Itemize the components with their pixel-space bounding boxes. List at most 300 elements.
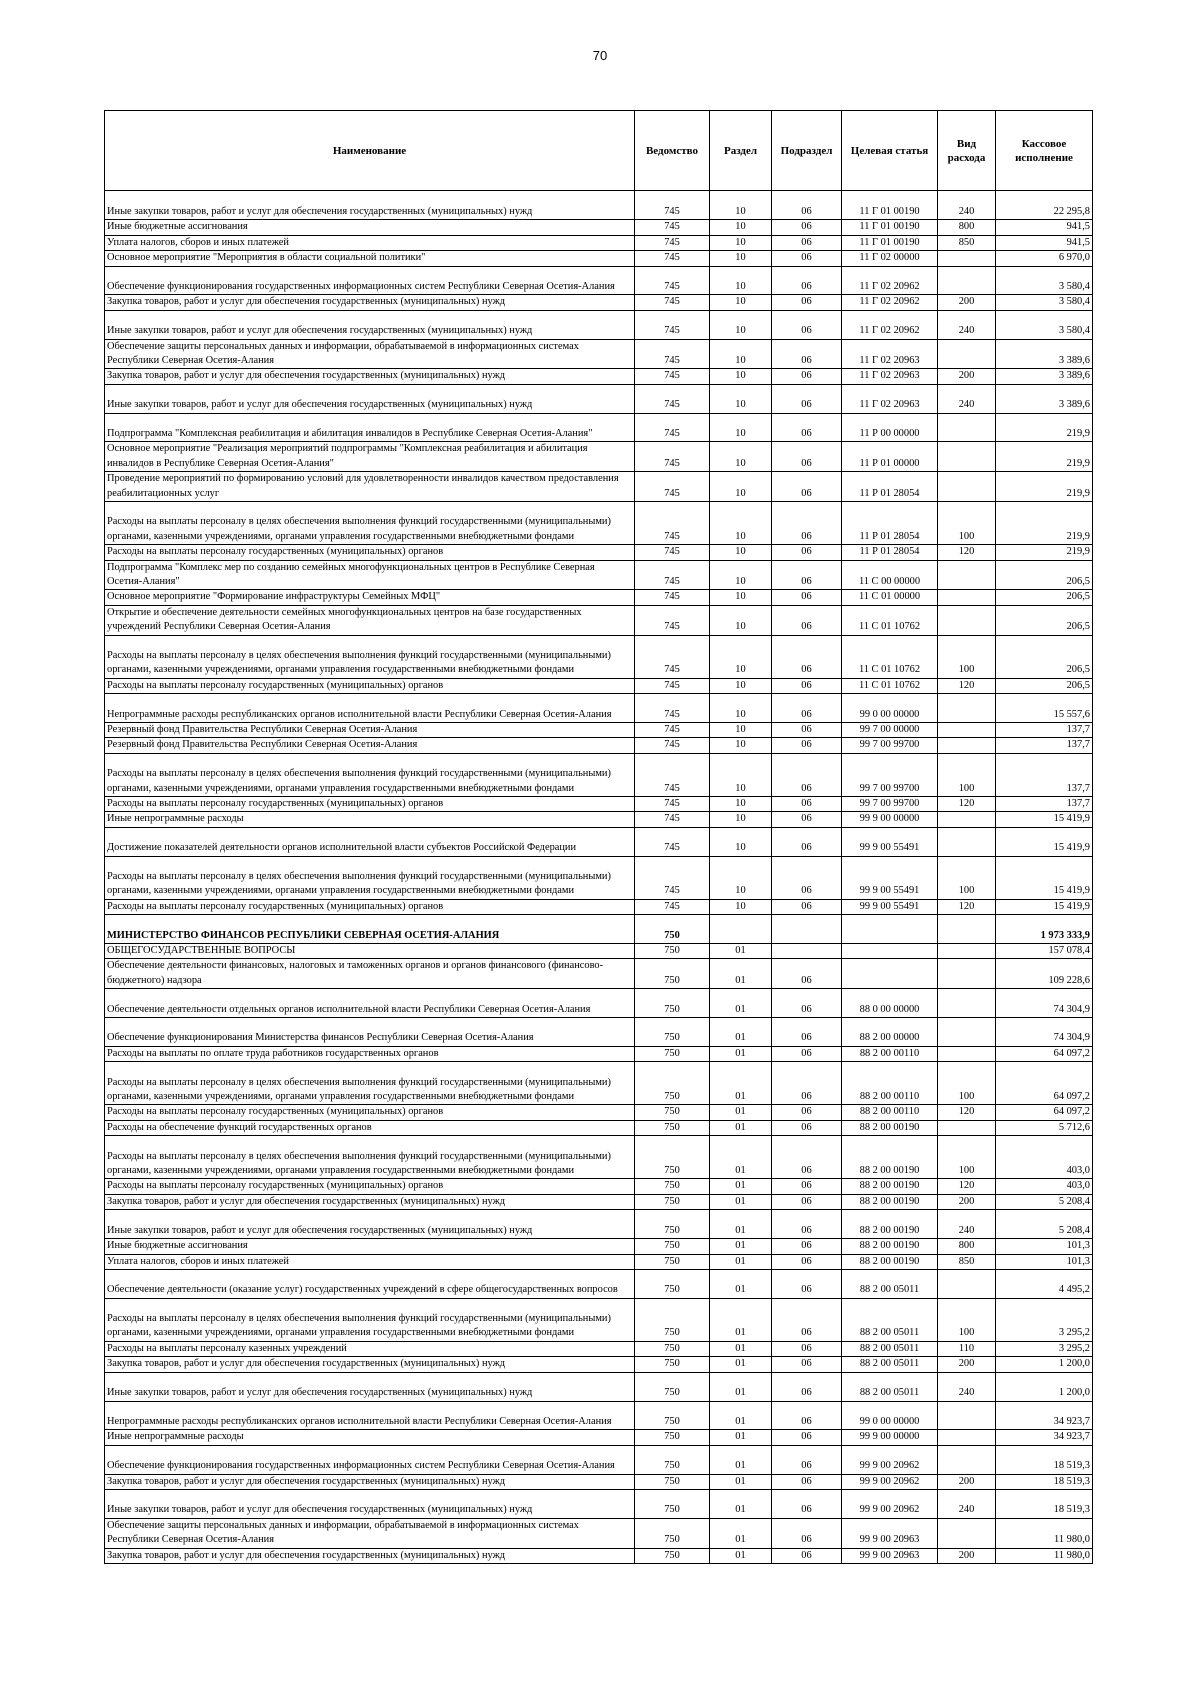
row-podrazdel: 06 [772, 812, 842, 827]
row-name: Расходы на выплаты персоналу в целях обеспечения выполнения функций государственными (муниципальными) органами, казенными учреждениями, органами управления государственными внебюджетными фондами [105, 1062, 635, 1105]
row-vedomstvo: 745 [635, 827, 710, 856]
row-kassovoe-ispolnenie: 1 200,0 [996, 1372, 1093, 1401]
table-row [105, 1489, 1093, 1518]
row-vedomstvo: 745 [635, 220, 710, 235]
row-celevaya-statya: 88 2 00 05011 [842, 1372, 938, 1401]
table-row [105, 694, 1093, 723]
row-kassovoe-ispolnenie: 4 495,2 [996, 1269, 1093, 1298]
row-vedomstvo: 745 [635, 413, 710, 442]
row-razdel: 01 [710, 1062, 772, 1105]
row-kassovoe-ispolnenie: 64 097,2 [996, 1105, 1093, 1120]
row-kassovoe-ispolnenie: 941,5 [996, 235, 1093, 250]
row-kassovoe-ispolnenie: 15 557,6 [996, 694, 1093, 723]
row-podrazdel: 06 [772, 1357, 842, 1372]
row-vedomstvo: 750 [635, 1298, 710, 1341]
row-name: Расходы на выплаты персоналу государственных (муниципальных) органов [105, 545, 635, 560]
row-vid-rashoda [938, 1518, 996, 1548]
row-vedomstvo: 745 [635, 384, 710, 413]
row-celevaya-statya: 11 Г 02 20963 [842, 339, 938, 369]
header-razdel: Раздел [710, 111, 772, 191]
row-vedomstvo: 745 [635, 235, 710, 250]
row-kassovoe-ispolnenie: 109 228,6 [996, 959, 1093, 989]
row-celevaya-statya: 88 2 00 00190 [842, 1179, 938, 1194]
row-razdel: 10 [710, 678, 772, 693]
row-vedomstvo: 745 [635, 678, 710, 693]
table-row [105, 1269, 1093, 1298]
table-row [105, 1179, 1093, 1194]
table-row [105, 1239, 1093, 1254]
row-vedomstvo: 750 [635, 1430, 710, 1445]
row-vedomstvo: 750 [635, 1518, 710, 1548]
row-celevaya-statya: 11 Р 00 00000 [842, 413, 938, 442]
row-celevaya-statya: 99 7 00 99700 [842, 738, 938, 753]
row-razdel: 10 [710, 369, 772, 384]
row-razdel: 01 [710, 944, 772, 959]
row-celevaya-statya [842, 959, 938, 989]
row-kassovoe-ispolnenie: 206,5 [996, 590, 1093, 605]
row-podrazdel [772, 944, 842, 959]
row-kassovoe-ispolnenie: 101,3 [996, 1254, 1093, 1269]
row-vid-rashoda: 100 [938, 753, 996, 796]
row-vedomstvo: 745 [635, 605, 710, 635]
row-celevaya-statya: 88 2 00 05011 [842, 1357, 938, 1372]
table-row [105, 944, 1093, 959]
row-kassovoe-ispolnenie: 3 295,2 [996, 1298, 1093, 1341]
row-celevaya-statya: 88 2 00 00110 [842, 1105, 938, 1120]
row-celevaya-statya: 99 9 00 20963 [842, 1518, 938, 1548]
row-celevaya-statya: 11 Г 02 00000 [842, 251, 938, 266]
row-vedomstvo: 750 [635, 1105, 710, 1120]
row-vid-rashoda [938, 339, 996, 369]
row-vedomstvo: 750 [635, 1269, 710, 1298]
budget-table [104, 110, 1093, 1564]
row-razdel: 10 [710, 797, 772, 812]
row-name: Иные непрограммные расходы [105, 812, 635, 827]
header-name: Наименование [105, 111, 635, 191]
table-row [105, 1372, 1093, 1401]
row-razdel: 01 [710, 1341, 772, 1356]
row-razdel: 10 [710, 545, 772, 560]
row-vid-rashoda [938, 605, 996, 635]
row-vedomstvo: 750 [635, 1401, 710, 1430]
table-row [105, 310, 1093, 339]
row-podrazdel: 06 [772, 369, 842, 384]
table-row [105, 1518, 1093, 1548]
table-row [105, 1357, 1093, 1372]
row-name: Расходы на выплаты по оплате труда работников государственных органов [105, 1046, 635, 1061]
row-name: Уплата налогов, сборов и иных платежей [105, 235, 635, 250]
row-vedomstvo: 750 [635, 1548, 710, 1563]
row-razdel: 01 [710, 1046, 772, 1061]
row-razdel: 01 [710, 1445, 772, 1474]
row-podrazdel: 06 [772, 442, 842, 472]
row-vid-rashoda: 850 [938, 235, 996, 250]
row-name: Расходы на выплаты персоналу в целях обеспечения выполнения функций государственными (муниципальными) органами, казенными учреждениями, органами управления государственными внебюджетными фондами [105, 1298, 635, 1341]
row-kassovoe-ispolnenie: 18 519,3 [996, 1489, 1093, 1518]
row-vedomstvo: 750 [635, 959, 710, 989]
row-celevaya-statya: 99 9 00 00000 [842, 1430, 938, 1445]
row-podrazdel: 06 [772, 1046, 842, 1061]
row-razdel: 01 [710, 1489, 772, 1518]
row-razdel: 10 [710, 753, 772, 796]
row-vid-rashoda [938, 413, 996, 442]
table-row [105, 235, 1093, 250]
row-vedomstvo: 750 [635, 1179, 710, 1194]
table-row [105, 369, 1093, 384]
row-celevaya-statya: 11 С 01 10762 [842, 678, 938, 693]
row-vedomstvo: 750 [635, 1062, 710, 1105]
row-vedomstvo: 745 [635, 753, 710, 796]
row-podrazdel: 06 [772, 1062, 842, 1105]
row-razdel: 10 [710, 472, 772, 502]
row-name: Уплата налогов, сборов и иных платежей [105, 1254, 635, 1269]
row-vedomstvo: 745 [635, 694, 710, 723]
table-row [105, 797, 1093, 812]
row-celevaya-statya: 99 9 00 20962 [842, 1474, 938, 1489]
row-razdel: 10 [710, 635, 772, 678]
row-celevaya-statya: 99 0 00 00000 [842, 1401, 938, 1430]
row-podrazdel: 06 [772, 545, 842, 560]
row-razdel: 01 [710, 1372, 772, 1401]
row-kassovoe-ispolnenie: 137,7 [996, 738, 1093, 753]
row-vid-rashoda: 100 [938, 1298, 996, 1341]
row-vid-rashoda [938, 251, 996, 266]
row-kassovoe-ispolnenie: 137,7 [996, 797, 1093, 812]
row-vedomstvo: 750 [635, 1357, 710, 1372]
row-vid-rashoda: 120 [938, 545, 996, 560]
row-kassovoe-ispolnenie: 74 304,9 [996, 1018, 1093, 1047]
row-celevaya-statya: 99 9 00 20963 [842, 1548, 938, 1563]
row-vid-rashoda [938, 723, 996, 738]
row-vedomstvo: 750 [635, 1120, 710, 1135]
row-celevaya-statya: 99 9 00 20962 [842, 1489, 938, 1518]
row-vedomstvo: 750 [635, 1489, 710, 1518]
row-razdel: 10 [710, 856, 772, 899]
row-celevaya-statya: 11 Г 02 20963 [842, 369, 938, 384]
row-vedomstvo: 745 [635, 812, 710, 827]
table-row [105, 590, 1093, 605]
row-celevaya-statya: 11 С 01 10762 [842, 635, 938, 678]
table-row [105, 220, 1093, 235]
row-podrazdel: 06 [772, 310, 842, 339]
row-celevaya-statya: 11 Г 02 20962 [842, 266, 938, 295]
row-vid-rashoda: 240 [938, 1372, 996, 1401]
row-kassovoe-ispolnenie: 206,5 [996, 678, 1093, 693]
row-podrazdel: 06 [772, 959, 842, 989]
row-razdel: 10 [710, 205, 772, 220]
row-vedomstvo: 750 [635, 1239, 710, 1254]
row-name: Подпрограмма "Комплексная реабилитация и абилитация инвалидов в Республике Северная Осетия-Алания" [105, 413, 635, 442]
row-vedomstvo: 750 [635, 1445, 710, 1474]
row-celevaya-statya: 88 2 00 00190 [842, 1120, 938, 1135]
table-row [105, 560, 1093, 590]
row-razdel: 10 [710, 220, 772, 235]
row-celevaya-statya: 88 2 00 05011 [842, 1341, 938, 1356]
table-row [105, 1254, 1093, 1269]
row-name: Закупка товаров, работ и услуг для обеспечения государственных (муниципальных) нужд [105, 1357, 635, 1372]
row-name: Расходы на выплаты персоналу в целях обеспечения выполнения функций государственными (муниципальными) органами, казенными учреждениями, органами управления государственными внебюджетными фондами [105, 753, 635, 796]
header-vid-rashoda: Вид расхода [938, 111, 996, 191]
row-name: Иные бюджетные ассигнования [105, 1239, 635, 1254]
row-vid-rashoda [938, 590, 996, 605]
row-razdel: 01 [710, 1210, 772, 1239]
table-row [105, 723, 1093, 738]
table-row [105, 738, 1093, 753]
row-name: Непрограммные расходы республиканских органов исполнительной власти Республики Северная Осетия-Алания [105, 1401, 635, 1430]
row-vid-rashoda: 100 [938, 1062, 996, 1105]
row-podrazdel: 06 [772, 1474, 842, 1489]
row-podrazdel: 06 [772, 1194, 842, 1209]
row-vid-rashoda: 120 [938, 1179, 996, 1194]
row-name: Иные непрограммные расходы [105, 1430, 635, 1445]
row-podrazdel: 06 [772, 989, 842, 1018]
row-vedomstvo: 750 [635, 1254, 710, 1269]
row-kassovoe-ispolnenie: 1 973 333,9 [996, 915, 1093, 944]
row-kassovoe-ispolnenie: 18 519,3 [996, 1474, 1093, 1489]
row-podrazdel: 06 [772, 251, 842, 266]
row-kassovoe-ispolnenie: 5 208,4 [996, 1210, 1093, 1239]
row-vedomstvo: 745 [635, 295, 710, 310]
row-kassovoe-ispolnenie: 34 923,7 [996, 1401, 1093, 1430]
row-podrazdel: 06 [772, 1239, 842, 1254]
row-vid-rashoda: 200 [938, 1357, 996, 1372]
row-name: МИНИСТЕРСТВО ФИНАНСОВ РЕСПУБЛИКИ СЕВЕРНАЯ ОСЕТИЯ-АЛАНИЯ [105, 915, 635, 944]
row-razdel: 10 [710, 266, 772, 295]
row-vid-rashoda: 200 [938, 1548, 996, 1563]
row-podrazdel: 06 [772, 384, 842, 413]
row-kassovoe-ispolnenie: 137,7 [996, 753, 1093, 796]
row-name: Иные закупки товаров, работ и услуг для обеспечения государственных (муниципальных) нужд [105, 205, 635, 220]
row-kassovoe-ispolnenie: 206,5 [996, 605, 1093, 635]
row-name: Закупка товаров, работ и услуг для обеспечения государственных (муниципальных) нужд [105, 295, 635, 310]
table-row [105, 1298, 1093, 1341]
row-name: ОБЩЕГОСУДАРСТВЕННЫЕ ВОПРОСЫ [105, 944, 635, 959]
row-kassovoe-ispolnenie: 403,0 [996, 1136, 1093, 1179]
table-row [105, 295, 1093, 310]
row-kassovoe-ispolnenie: 3 389,6 [996, 369, 1093, 384]
row-podrazdel: 06 [772, 1341, 842, 1356]
row-razdel: 01 [710, 1401, 772, 1430]
row-celevaya-statya: 99 0 00 00000 [842, 694, 938, 723]
row-vedomstvo: 750 [635, 1194, 710, 1209]
row-name: Основное мероприятие "Формирование инфраструктуры Семейных МФЦ" [105, 590, 635, 605]
row-razdel: 10 [710, 560, 772, 590]
table-row [105, 1018, 1093, 1047]
table-row [105, 442, 1093, 472]
row-kassovoe-ispolnenie: 34 923,7 [996, 1430, 1093, 1445]
row-vedomstvo: 750 [635, 1474, 710, 1489]
row-podrazdel: 06 [772, 753, 842, 796]
row-kassovoe-ispolnenie: 22 295,8 [996, 205, 1093, 220]
row-vid-rashoda [938, 827, 996, 856]
row-vedomstvo: 750 [635, 1372, 710, 1401]
row-celevaya-statya [842, 915, 938, 944]
row-kassovoe-ispolnenie: 15 419,9 [996, 812, 1093, 827]
row-name: Иные закупки товаров, работ и услуг для обеспечения государственных (муниципальных) нужд [105, 1210, 635, 1239]
row-name: Непрограммные расходы республиканских органов исполнительной власти Республики Северная Осетия-Алания [105, 694, 635, 723]
row-podrazdel: 06 [772, 1548, 842, 1563]
row-vedomstvo: 745 [635, 856, 710, 899]
row-vid-rashoda [938, 1120, 996, 1135]
table-row [105, 899, 1093, 914]
table-row [105, 472, 1093, 502]
row-name: Иные закупки товаров, работ и услуг для обеспечения государственных (муниципальных) нужд [105, 310, 635, 339]
row-razdel: 10 [710, 442, 772, 472]
row-name: Закупка товаров, работ и услуг для обеспечения государственных (муниципальных) нужд [105, 1548, 635, 1563]
row-celevaya-statya: 88 2 00 00110 [842, 1046, 938, 1061]
row-vid-rashoda: 120 [938, 899, 996, 914]
table-row [105, 1046, 1093, 1061]
row-podrazdel: 06 [772, 1136, 842, 1179]
row-podrazdel: 06 [772, 1018, 842, 1047]
row-podrazdel: 06 [772, 856, 842, 899]
row-name: Иные бюджетные ассигнования [105, 220, 635, 235]
row-podrazdel: 06 [772, 1210, 842, 1239]
row-vedomstvo: 750 [635, 1341, 710, 1356]
row-podrazdel: 06 [772, 678, 842, 693]
row-name: Иные закупки товаров, работ и услуг для обеспечения государственных (муниципальных) нужд [105, 1372, 635, 1401]
row-name: Обеспечение защиты персональных данных и информации, обрабатываемой в информационных системах Республики Северная Осетия-Алания [105, 339, 635, 369]
row-razdel: 10 [710, 590, 772, 605]
row-razdel: 10 [710, 812, 772, 827]
row-vedomstvo: 750 [635, 1210, 710, 1239]
row-vedomstvo: 745 [635, 251, 710, 266]
table-row [105, 413, 1093, 442]
row-celevaya-statya: 11 Г 02 20962 [842, 310, 938, 339]
row-podrazdel: 06 [772, 694, 842, 723]
row-vid-rashoda: 240 [938, 1489, 996, 1518]
row-celevaya-statya: 88 2 00 00000 [842, 1018, 938, 1047]
row-vid-rashoda [938, 1269, 996, 1298]
row-razdel: 01 [710, 1194, 772, 1209]
row-razdel: 01 [710, 1018, 772, 1047]
table-row [105, 827, 1093, 856]
row-celevaya-statya: 11 Р 01 00000 [842, 442, 938, 472]
row-name: Расходы на выплаты персоналу казенных учреждений [105, 1341, 635, 1356]
row-vedomstvo: 745 [635, 369, 710, 384]
table-row [105, 989, 1093, 1018]
row-kassovoe-ispolnenie: 11 980,0 [996, 1518, 1093, 1548]
row-vedomstvo: 745 [635, 502, 710, 545]
table-row [105, 339, 1093, 369]
row-name: Закупка товаров, работ и услуг для обеспечения государственных (муниципальных) нужд [105, 1474, 635, 1489]
table-row [105, 1430, 1093, 1445]
row-kassovoe-ispolnenie: 219,9 [996, 502, 1093, 545]
row-podrazdel: 06 [772, 1401, 842, 1430]
row-name: Обеспечение деятельности отдельных органов исполнительной власти Республики Северная Осетия-Алания [105, 989, 635, 1018]
row-razdel: 01 [710, 1518, 772, 1548]
row-podrazdel: 06 [772, 1518, 842, 1548]
row-podrazdel [772, 915, 842, 944]
row-kassovoe-ispolnenie: 64 097,2 [996, 1062, 1093, 1105]
row-vedomstvo: 745 [635, 472, 710, 502]
row-name: Расходы на выплаты персоналу государственных (муниципальных) органов [105, 678, 635, 693]
table-row [105, 605, 1093, 635]
row-name: Расходы на выплаты персоналу в целях обеспечения выполнения функций государственными (муниципальными) органами, казенными учреждениями, органами управления государственными внебюджетными фондами [105, 1136, 635, 1179]
row-celevaya-statya: 99 7 00 00000 [842, 723, 938, 738]
table-row [105, 384, 1093, 413]
row-vid-rashoda [938, 1430, 996, 1445]
row-razdel: 01 [710, 1430, 772, 1445]
row-vedomstvo: 745 [635, 590, 710, 605]
table-row [105, 915, 1093, 944]
row-name: Расходы на выплаты персоналу в целях обеспечения выполнения функций государственными (муниципальными) органами, казенными учреждениями, органами управления государственными внебюджетными фондами [105, 502, 635, 545]
row-podrazdel: 06 [772, 205, 842, 220]
row-vid-rashoda [938, 266, 996, 295]
row-name: Расходы на выплаты персоналу в целях обеспечения выполнения функций государственными (муниципальными) органами, казенными учреждениями, органами управления государственными внебюджетными фондами [105, 856, 635, 899]
row-vid-rashoda [938, 1401, 996, 1430]
row-celevaya-statya: 88 2 00 00190 [842, 1210, 938, 1239]
row-kassovoe-ispolnenie: 206,5 [996, 635, 1093, 678]
row-kassovoe-ispolnenie: 5 208,4 [996, 1194, 1093, 1209]
table-row [105, 959, 1093, 989]
table-row [105, 678, 1093, 693]
row-vedomstvo: 745 [635, 899, 710, 914]
row-razdel: 01 [710, 1548, 772, 1563]
row-vid-rashoda [938, 915, 996, 944]
row-razdel: 01 [710, 1105, 772, 1120]
row-celevaya-statya: 99 9 00 55491 [842, 827, 938, 856]
row-name: Расходы на обеспечение функций государственных органов [105, 1120, 635, 1135]
row-podrazdel: 06 [772, 1120, 842, 1135]
row-kassovoe-ispolnenie: 3 580,4 [996, 310, 1093, 339]
row-celevaya-statya: 11 Г 02 20963 [842, 384, 938, 413]
row-kassovoe-ispolnenie: 157 078,4 [996, 944, 1093, 959]
row-vid-rashoda: 100 [938, 502, 996, 545]
row-vedomstvo: 745 [635, 266, 710, 295]
row-vid-rashoda: 200 [938, 1194, 996, 1209]
row-celevaya-statya: 88 2 00 05011 [842, 1298, 938, 1341]
row-kassovoe-ispolnenie: 15 419,9 [996, 856, 1093, 899]
row-name: Обеспечение деятельности финансовых, налоговых и таможенных органов и органов финансового (финансово-бюджетного) надзора [105, 959, 635, 989]
row-name: Обеспечение функционирования государственных информационных систем Республики Северная Осетия-Алания [105, 1445, 635, 1474]
row-celevaya-statya [842, 944, 938, 959]
row-podrazdel: 06 [772, 1430, 842, 1445]
row-kassovoe-ispolnenie: 219,9 [996, 442, 1093, 472]
row-kassovoe-ispolnenie: 11 980,0 [996, 1548, 1093, 1563]
row-name: Расходы на выплаты персоналу государственных (муниципальных) органов [105, 1179, 635, 1194]
row-name: Обеспечение функционирования Министерства финансов Республики Северная Осетия-Алания [105, 1018, 635, 1047]
row-podrazdel: 06 [772, 1105, 842, 1120]
row-podrazdel: 06 [772, 266, 842, 295]
row-name: Основное мероприятие "Мероприятия в области социальной политики" [105, 251, 635, 266]
row-celevaya-statya: 99 9 00 00000 [842, 812, 938, 827]
row-razdel: 10 [710, 899, 772, 914]
row-vid-rashoda: 240 [938, 384, 996, 413]
header-vedomstvo: Ведомство [635, 111, 710, 191]
row-podrazdel: 06 [772, 560, 842, 590]
row-razdel: 01 [710, 1254, 772, 1269]
row-razdel: 01 [710, 1269, 772, 1298]
row-name: Проведение мероприятий по формированию условий для удовлетворенности инвалидов качеством предоставления реабилитационных услуг [105, 472, 635, 502]
row-podrazdel: 06 [772, 797, 842, 812]
row-podrazdel: 06 [772, 590, 842, 605]
row-kassovoe-ispolnenie: 137,7 [996, 723, 1093, 738]
row-vid-rashoda: 200 [938, 1474, 996, 1489]
row-celevaya-statya: 88 0 00 00000 [842, 989, 938, 1018]
table-row [105, 205, 1093, 220]
row-vid-rashoda: 120 [938, 797, 996, 812]
row-razdel: 10 [710, 827, 772, 856]
header-kassovoe-ispolnenie: Кассовое исполнение [996, 111, 1093, 191]
row-vedomstvo: 745 [635, 205, 710, 220]
row-razdel: 10 [710, 310, 772, 339]
row-name: Резервный фонд Правительства Республики Северная Осетия-Алания [105, 723, 635, 738]
row-kassovoe-ispolnenie: 5 712,6 [996, 1120, 1093, 1135]
row-podrazdel: 06 [772, 1179, 842, 1194]
table-row [105, 1210, 1093, 1239]
row-vid-rashoda: 120 [938, 678, 996, 693]
